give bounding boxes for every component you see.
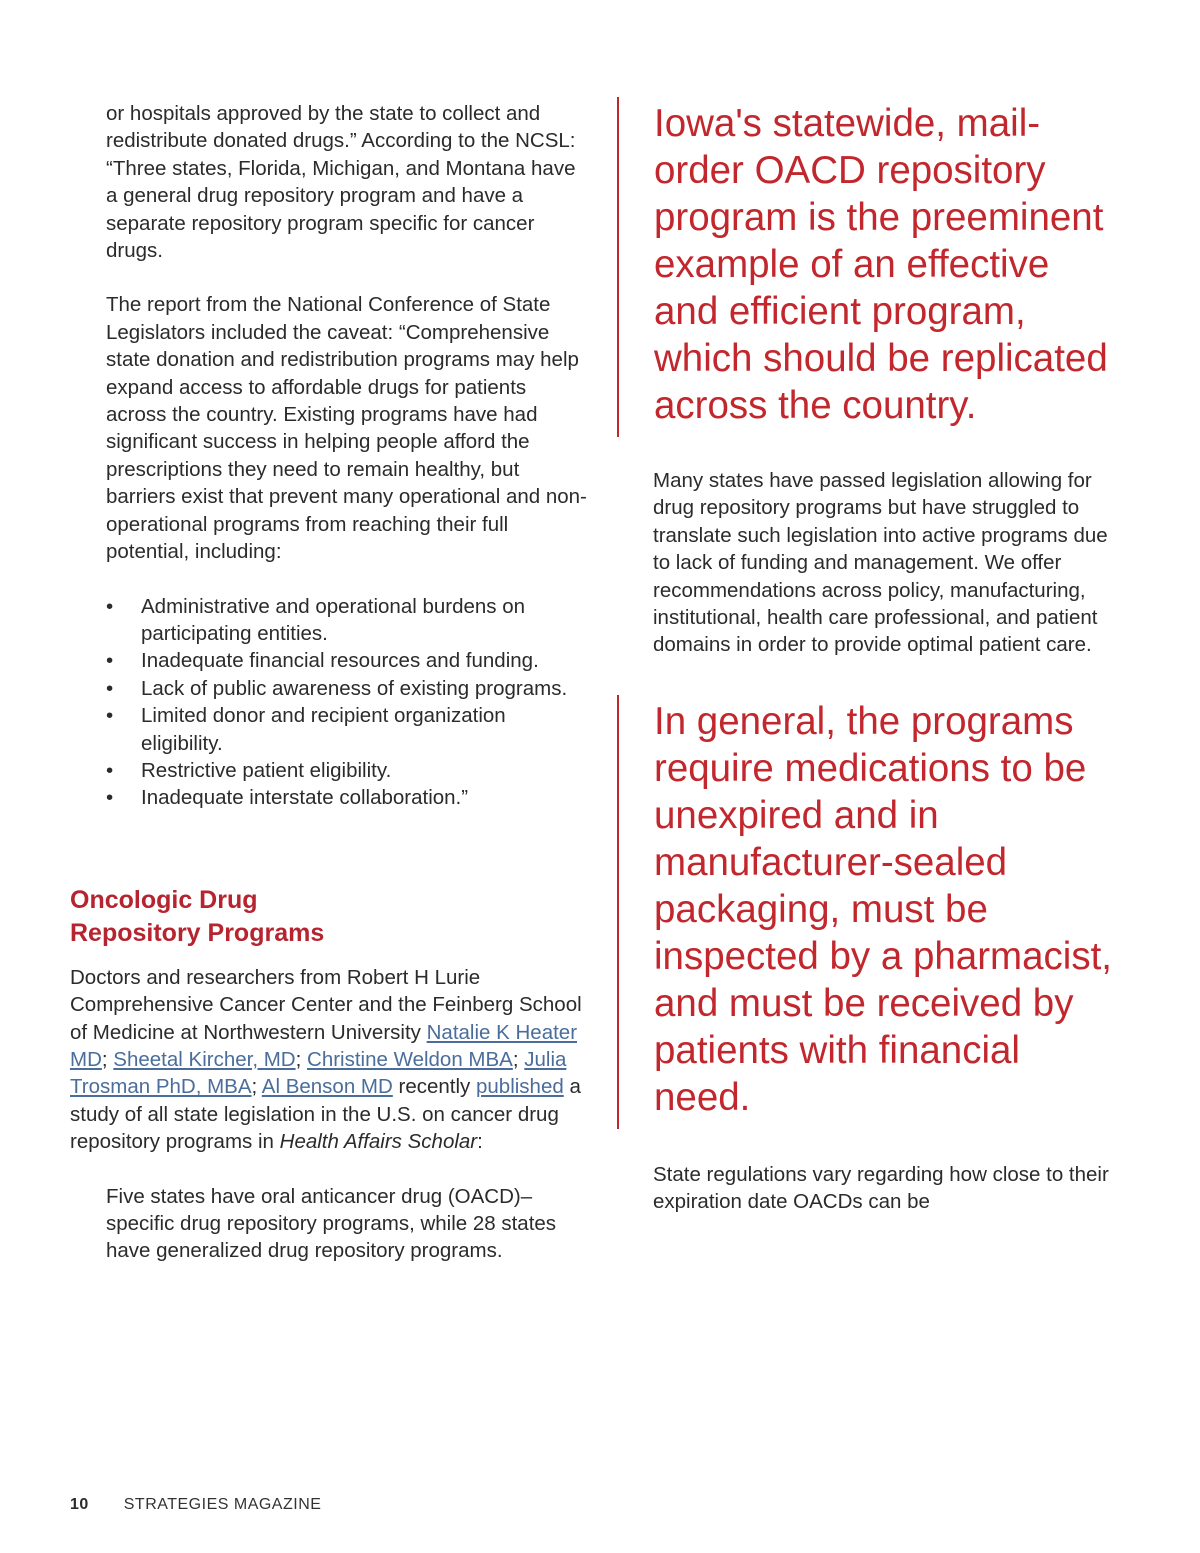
heading-line-1: Oncologic Drug <box>70 885 258 914</box>
page-number: 10 <box>70 1496 89 1513</box>
author-link-weldon[interactable]: Christine Weldon MBA <box>307 1047 513 1071</box>
separator: ; <box>101 1047 114 1071</box>
list-item: • Inadequate interstate collaboration.” <box>106 784 590 811</box>
left-column <box>70 100 590 1265</box>
journal-title: Health Affairs Scholar <box>279 1130 478 1154</box>
author-link-heater[interactable]: Natalie K Heater MD <box>70 1020 578 1071</box>
published-link[interactable]: published <box>475 1075 564 1099</box>
ncsl-paragraph: The report from the National Conference of State Legislators included the caveat: “Comprehensive state donation and redistribution programs may help expand access to affordable drugs for patients across the country. Existing programs have had significant success in helping people afford the prescriptions they need to remain healthy, but barriers exist that prevent many operational and non-operational programs from reaching their full potential, including: <box>106 293 587 564</box>
page-footer <box>70 1496 321 1514</box>
pull-quote-iowa: Iowa's statewide, mail-order OACD repository program is the preeminent example of an effective and efficient program, which should be replicated across the country. <box>617 97 1117 437</box>
magazine-name: STRATEGIES MAGAZINE <box>123 1496 322 1513</box>
heading-line-2: Repository Programs <box>70 918 325 947</box>
study-intro: Doctors and researchers from Robert H Lurie Comprehensive Cancer Center and the Feinberg School of Medicine at Northwestern University <box>70 965 582 1044</box>
author-link-trosman[interactable]: Julia Trosman PhD, MBA <box>70 1047 567 1099</box>
study-recently: recently <box>392 1075 476 1099</box>
pull-quote-requirements: In general, the programs require medications to be unexpired and in manufacturer-sealed packaging, must be inspected by a pharmacist, and must be received by patients with financial need. <box>617 695 1117 1129</box>
section-heading <box>70 884 590 950</box>
intro-paragraph: or hospitals approved by the state to collect and redistribute donated drugs.” According to the NCSL: “Three states, Florida, Michigan, and Montana have a general drug repository program and have a separate repository program specific for cancer drugs. <box>106 102 576 263</box>
list-item: • Administrative and operational burdens on participating entities. <box>106 593 590 648</box>
separator: ; <box>251 1075 262 1099</box>
study-rest: a study of all state legislation in the U.S. on cancer drug repository programs in <box>70 1075 581 1154</box>
author-link-benson[interactable]: Al Benson MD <box>261 1075 393 1099</box>
regulations-paragraph: State regulations vary regarding how close to their expiration date OACDs can be <box>653 1162 1109 1214</box>
list-item: • Restrictive patient eligibility. <box>106 757 590 784</box>
study-paragraph <box>70 964 590 1156</box>
list-item: • Inadequate financial resources and funding. <box>106 647 590 674</box>
block-quote: Five states have oral anticancer drug (OACD)–specific drug repository programs, while 28 states have generalized drug repository programs. <box>106 1184 557 1263</box>
right-column <box>617 97 1117 1216</box>
separator: ; <box>512 1047 525 1071</box>
study-colon: : <box>477 1130 483 1154</box>
recommendations-paragraph: Many states have passed legislation allowing for drug repository programs but have struggled to translate such legislation into active programs due to lack of funding and management. We offer recommendations across policy, manufacturing, institutional, health care professional, and patient domains in order to provide optimal patient care. <box>653 469 1108 657</box>
barriers-list <box>106 593 590 812</box>
author-link-kircher[interactable]: Sheetal Kircher, MD <box>113 1047 296 1071</box>
list-item: • Limited donor and recipient organization eligibility. <box>106 702 590 757</box>
list-item: • Lack of public awareness of existing programs. <box>106 675 590 702</box>
separator: ; <box>295 1047 308 1071</box>
